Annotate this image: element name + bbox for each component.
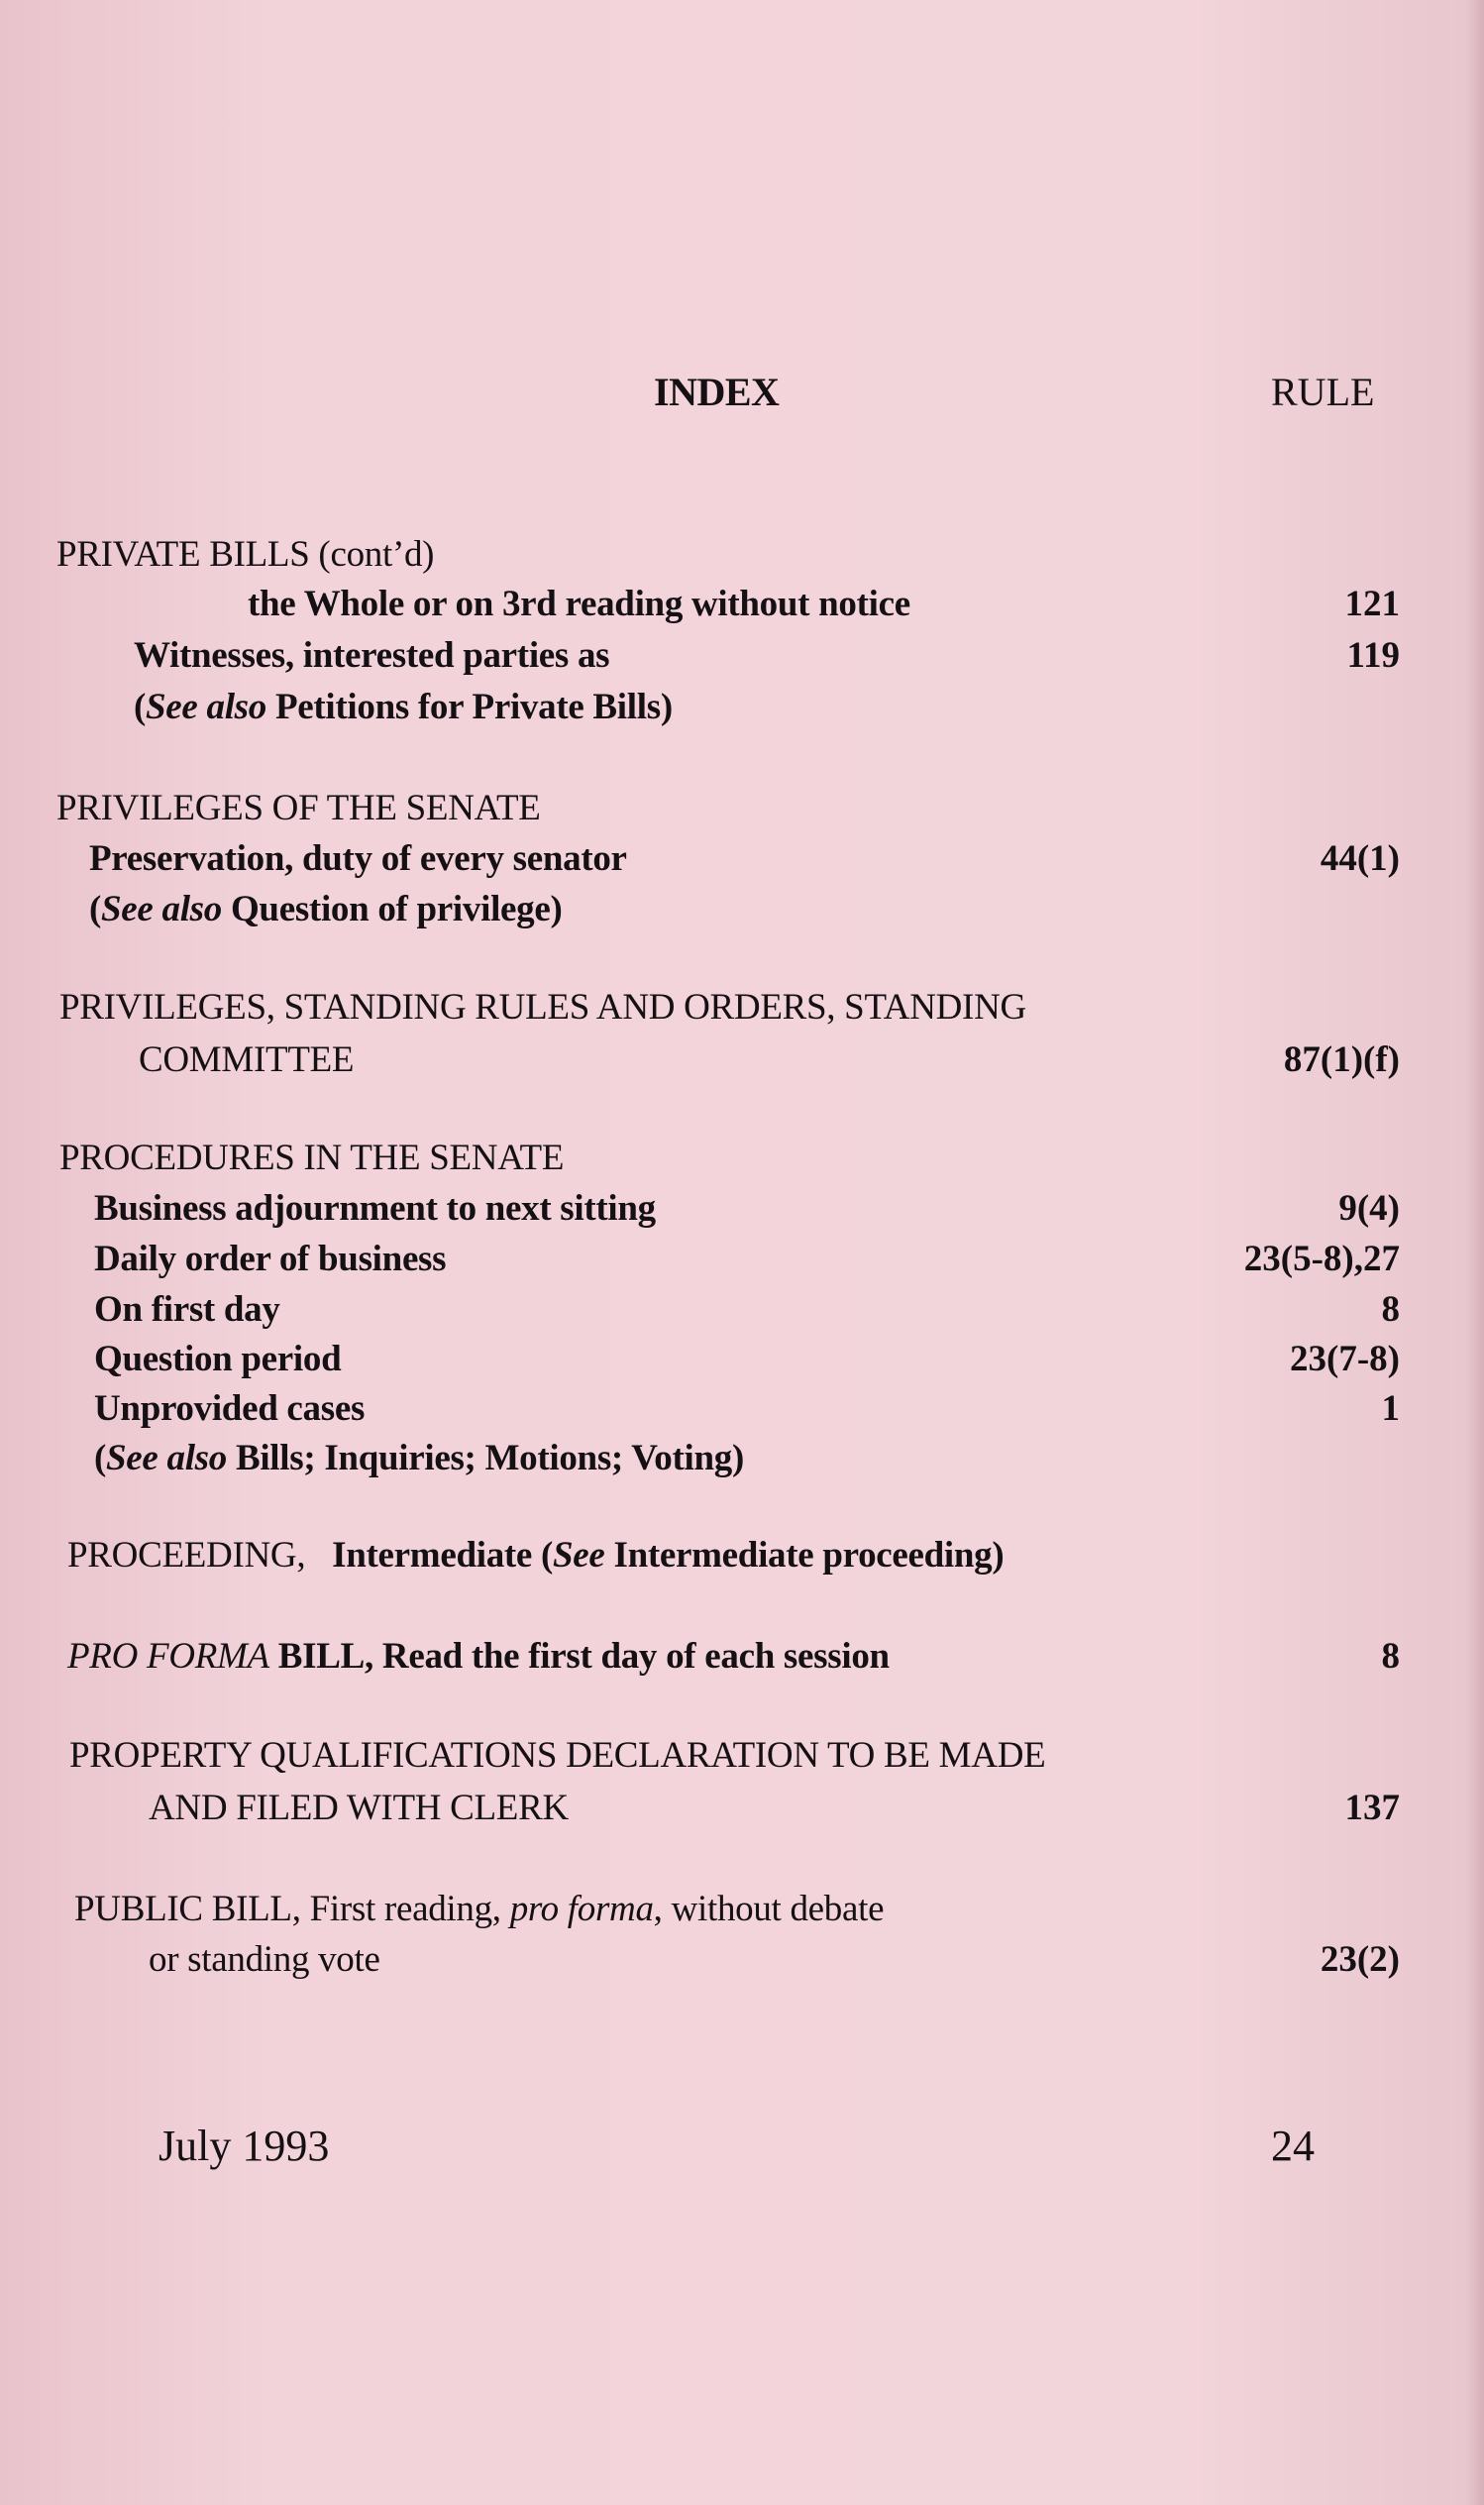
rule-reference: 8 bbox=[1381, 1636, 1400, 1677]
pro-forma-label: PRO FORMA bbox=[67, 1636, 269, 1677]
entry-heading-continuation: or standing vote bbox=[149, 1939, 380, 1980]
see-also-label: See also bbox=[146, 687, 266, 727]
rule-reference: 44(1) bbox=[1320, 838, 1400, 879]
entry-heading-privileges: PRIVILEGES OF THE SENATE bbox=[56, 788, 541, 828]
see-also-label: See also bbox=[101, 889, 222, 929]
entry-subline: Daily order of business bbox=[94, 1239, 447, 1279]
entry-heading-continuation: AND FILED WITH CLERK bbox=[149, 1788, 569, 1828]
rule-reference: 137 bbox=[1344, 1788, 1400, 1828]
pro-forma-italic: pro forma bbox=[509, 1889, 654, 1929]
pro-forma-text: BILL, Read the first day of each session bbox=[277, 1636, 890, 1677]
rule-reference: 23(7-8) bbox=[1290, 1339, 1400, 1379]
entry-subline: Business adjournment to next sitting bbox=[94, 1188, 656, 1229]
footer-date: July 1993 bbox=[159, 2122, 330, 2170]
entry-subline: the Whole or on 3rd reading without notice bbox=[248, 584, 910, 624]
entry-heading-continuation: COMMITTEE bbox=[139, 1039, 355, 1080]
rule-reference: 23(5-8),27 bbox=[1243, 1239, 1400, 1279]
public-bill-text: , without debate bbox=[653, 1889, 885, 1929]
rule-reference: 9(4) bbox=[1338, 1188, 1400, 1229]
page-number: 24 bbox=[1271, 2122, 1315, 2170]
see-also-text: Bills; Inquiries; Motions; Voting) bbox=[235, 1438, 744, 1478]
see-label: See bbox=[553, 1535, 605, 1576]
see-also-label: See also bbox=[106, 1438, 227, 1478]
rule-reference: 23(2) bbox=[1320, 1939, 1400, 1980]
entry-heading-procedures: PROCEDURES IN THE SENATE bbox=[59, 1138, 565, 1178]
rule-reference: 1 bbox=[1381, 1388, 1400, 1429]
public-bill-label: PUBLIC BILL, First reading, bbox=[74, 1889, 501, 1929]
entry-subline: Witnesses, interested parties as bbox=[134, 635, 610, 676]
see-also-text: Petitions for Private Bills) bbox=[274, 687, 673, 727]
entry-heading-private-bills: PRIVATE BILLS (cont’d) bbox=[56, 534, 435, 575]
entry-subline: Question period bbox=[94, 1339, 342, 1379]
see-also-note: (See also Bills; Inquiries; Motions; Voting) bbox=[94, 1438, 744, 1478]
entry-heading-property: PROPERTY QUALIFICATIONS DECLARATION TO BE MADE bbox=[69, 1735, 1046, 1776]
entry-heading-standing-rules: PRIVILEGES, STANDING RULES AND ORDERS, STANDING bbox=[59, 987, 1026, 1028]
entry-heading-pro-forma bbox=[67, 1635, 890, 1678]
proceeding-text: Intermediate ( bbox=[332, 1535, 554, 1576]
rule-reference: 87(1)(f) bbox=[1283, 1039, 1400, 1080]
rule-column-header: RULE bbox=[1271, 370, 1375, 414]
entry-heading-proceeding bbox=[67, 1534, 1004, 1577]
entry-subline: Preservation, duty of every senator bbox=[89, 838, 627, 879]
page-edge-shadow bbox=[1466, 0, 1484, 2505]
see-also-note: (See also Question of privilege) bbox=[89, 889, 563, 929]
rule-reference: 119 bbox=[1346, 635, 1400, 676]
see-also-note: (See also Petitions for Private Bills) bbox=[134, 687, 673, 727]
page-title: INDEX bbox=[654, 370, 780, 414]
entry-subline: Unprovided cases bbox=[94, 1388, 366, 1429]
see-also-text: Question of privilege) bbox=[230, 889, 563, 929]
entry-subline: On first day bbox=[94, 1289, 280, 1330]
entry-heading-public-bill bbox=[74, 1888, 884, 1930]
proceeding-label: PROCEEDING, bbox=[67, 1535, 306, 1576]
proceeding-target: Intermediate proceeding) bbox=[613, 1535, 1005, 1576]
rule-reference: 8 bbox=[1381, 1289, 1400, 1330]
rule-reference: 121 bbox=[1344, 584, 1400, 624]
